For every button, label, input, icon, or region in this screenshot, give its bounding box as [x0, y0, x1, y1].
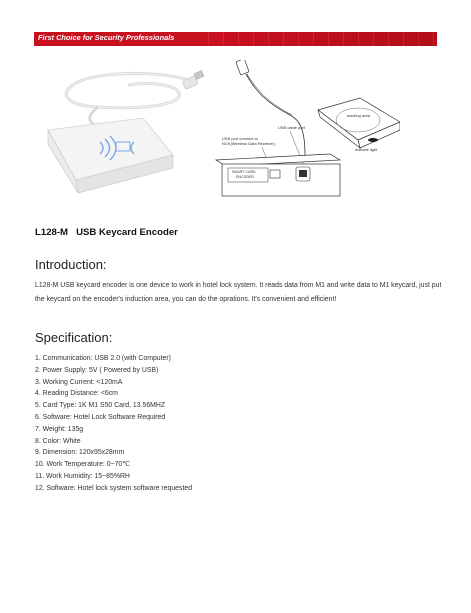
label-smart-card-2: ENCODER — [236, 175, 254, 179]
spec-item: 8. Color: White — [35, 437, 81, 445]
device-diagram — [210, 60, 400, 210]
product-model: L128-M — [35, 227, 69, 238]
spec-item: 3. Working Current: <120mA — [35, 378, 123, 386]
label-indicate-light: indicate light — [355, 147, 378, 152]
spec-item: 9. Dimension: 120x95x28mm — [35, 449, 125, 457]
label-working-area: working area — [347, 113, 370, 118]
header-banner — [34, 32, 437, 46]
spec-item: 1. Communication: USB 2.0 (with Computer) — [35, 355, 171, 362]
spec-item: 11. Work Humidity: 15~85%RH — [35, 472, 130, 480]
introduction-text: L128-M USB keycard encoder is one device to work in hotel lock system. It reads data from M1 and write data to M1 keycard, just put the keycard on the encoder's induction area, you can do the oprations. It's convenient and efficient! — [35, 282, 442, 304]
spec-item: 10. Work Temperature: 0~70℃ — [35, 461, 131, 469]
spec-item: 7. Weight: 135g — [35, 425, 84, 433]
banner-text: First Choice for Security Professionals — [38, 33, 175, 42]
introduction-heading: Introduction: — [35, 257, 107, 272]
specification-list — [35, 353, 192, 495]
usb-port-icon — [270, 170, 280, 178]
product-title — [35, 227, 178, 238]
spec-item: 12. Software: Hotel lock system software requested — [35, 484, 193, 492]
label-smart-card-1: SMART CARD — [232, 170, 256, 174]
product-name: USB Keycard Encoder — [76, 227, 178, 238]
label-usb-connect-2: NCK(Wireless Data Receiver) — [222, 141, 275, 146]
banner-decoration — [194, 32, 437, 46]
label-usb-cable: USB cable port — [278, 125, 305, 130]
spec-item: 6. Software: Hotel Lock Software Required — [35, 413, 166, 421]
spec-item: 2. Power Supply: 5V ( Powered by USB) — [35, 366, 159, 374]
spec-item: 5. Card Type: 1K M1 S50 Card, 13.56MHZ — [35, 402, 166, 410]
product-photo — [38, 60, 208, 210]
spec-item: 4. Reading Distance: <6cm — [35, 390, 118, 398]
label-usb-connect-1: USB port connect to — [222, 136, 258, 141]
specification-heading: Specification: — [35, 330, 113, 345]
